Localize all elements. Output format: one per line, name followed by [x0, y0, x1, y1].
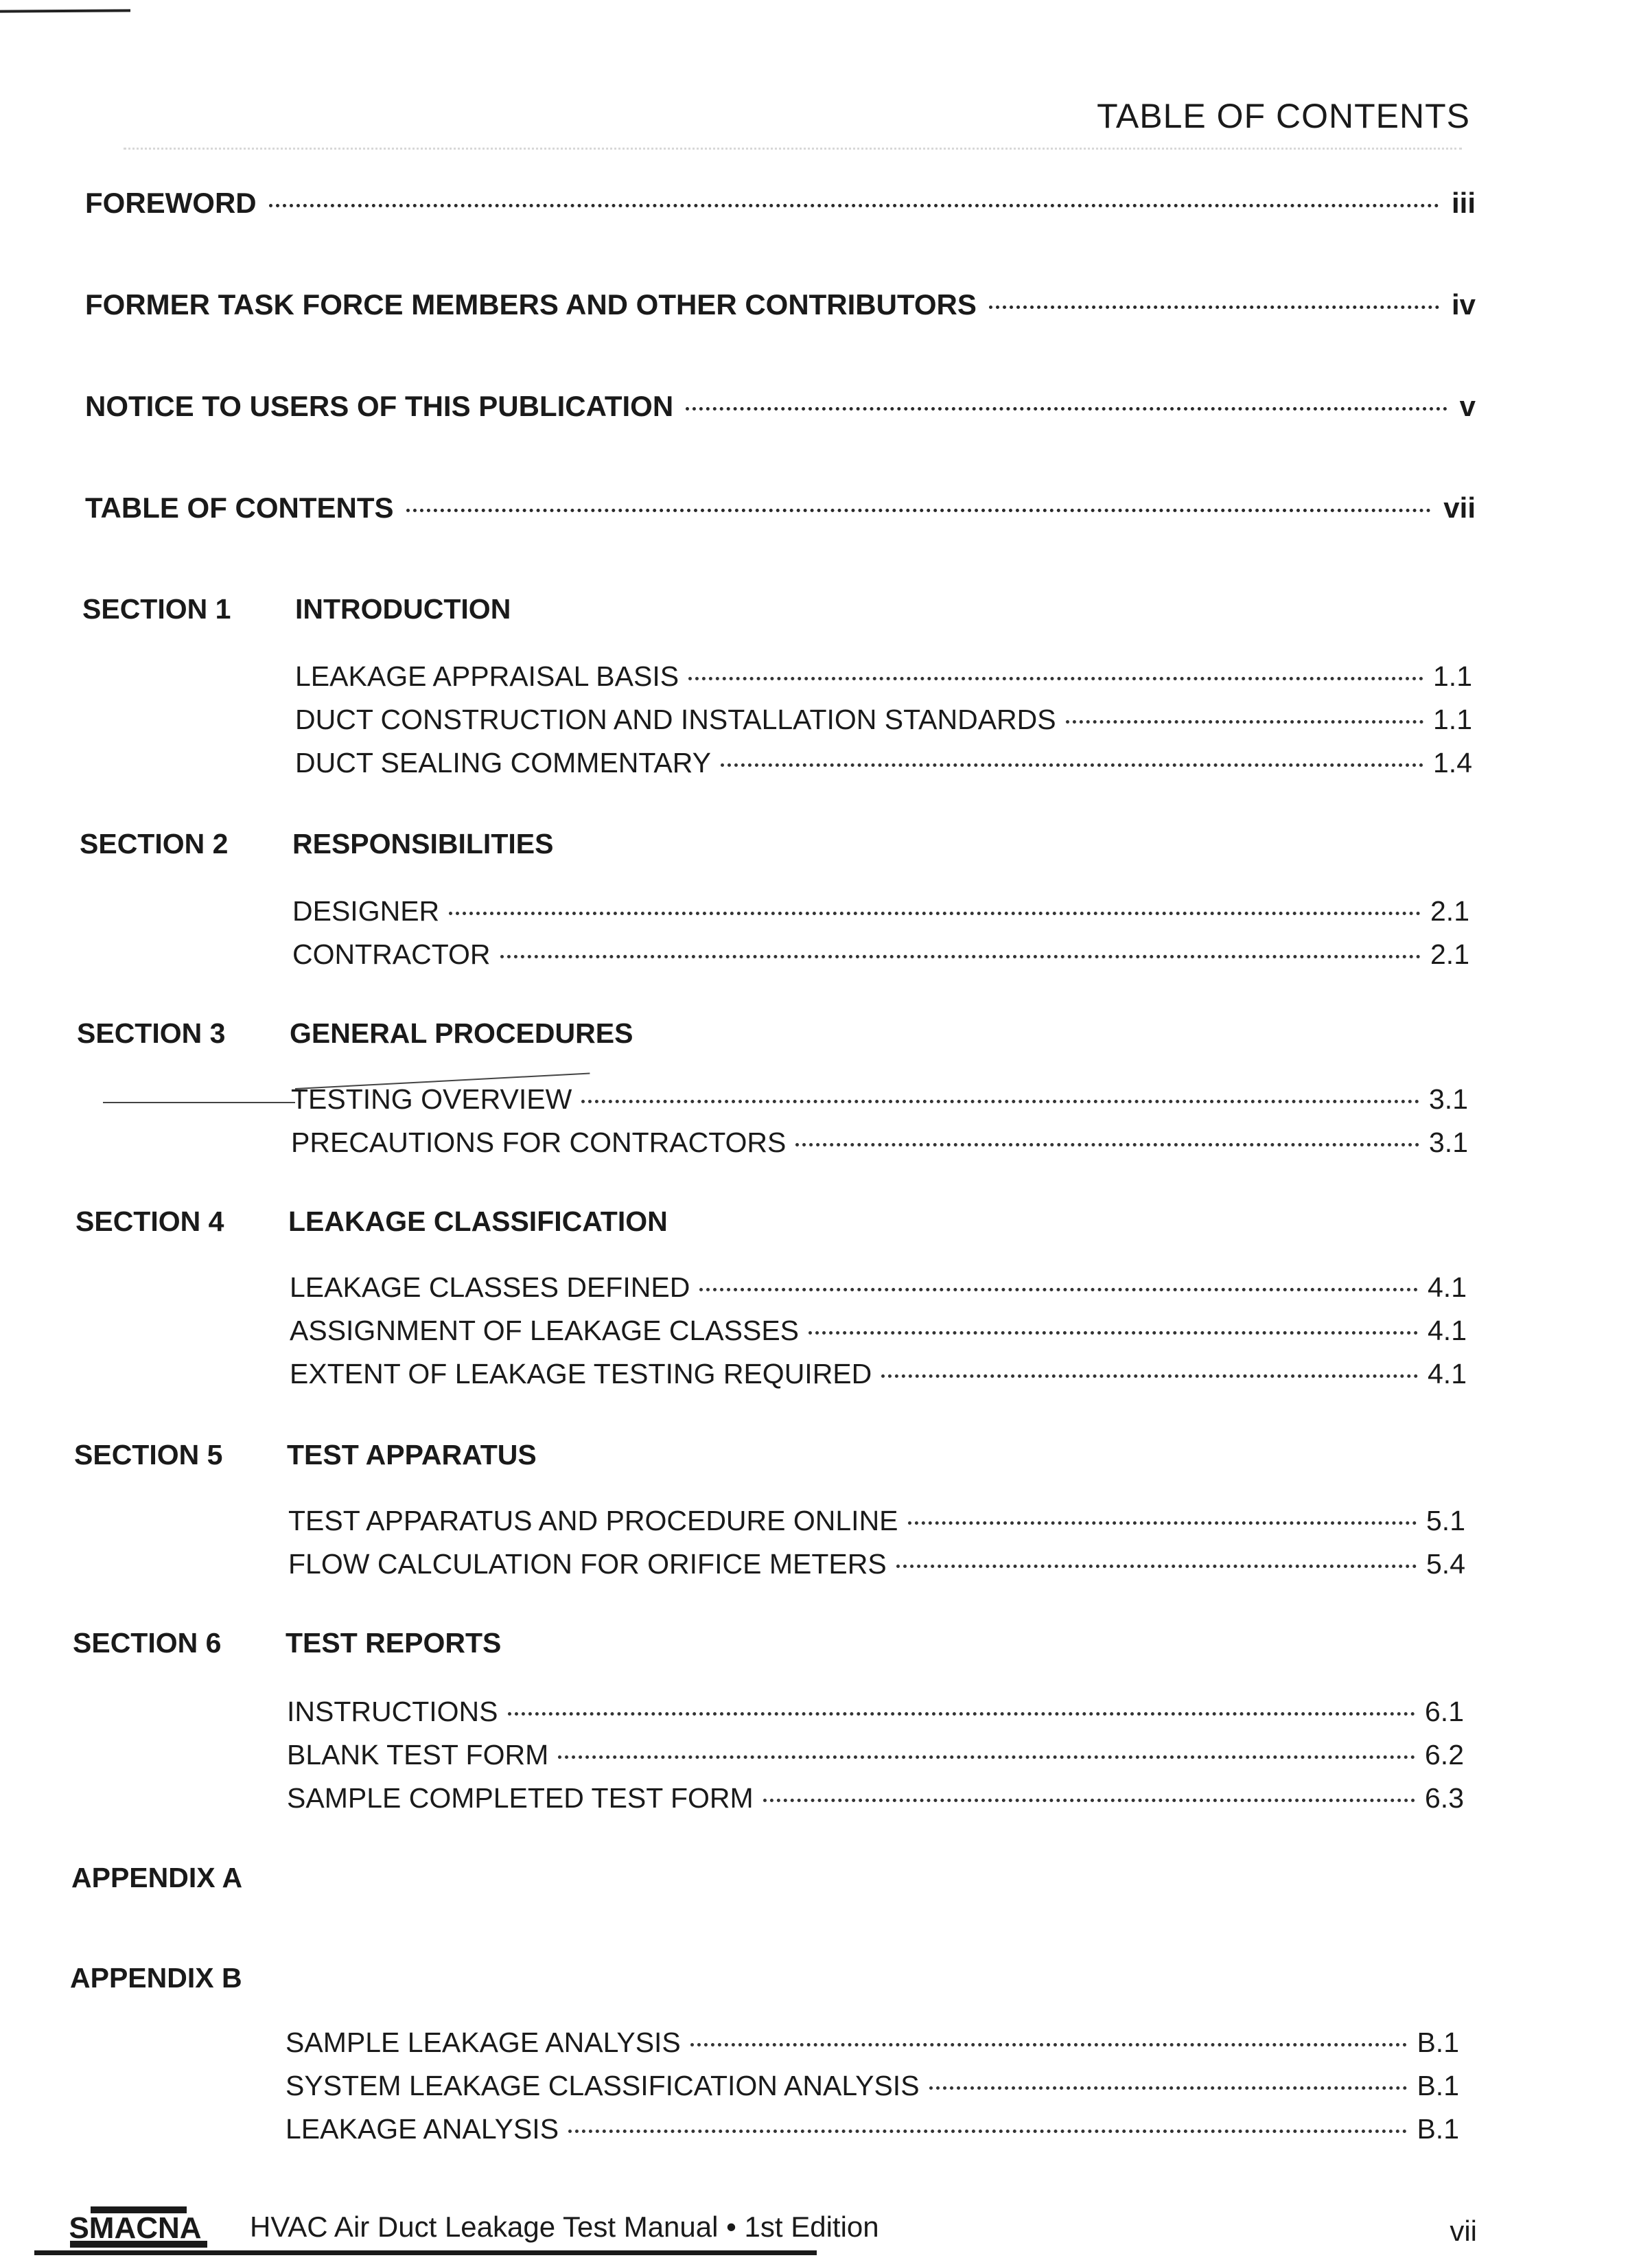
- toc-entry-page: 3.1: [1429, 1127, 1468, 1158]
- section-1-heading: [82, 593, 511, 625]
- toc-subentry[interactable]: [291, 1127, 1468, 1159]
- dot-leader: [1066, 720, 1423, 724]
- toc-entry-label: DESIGNER: [292, 895, 440, 927]
- toc-subentry[interactable]: [288, 1548, 1465, 1580]
- toc-entry-page: 4.1: [1428, 1315, 1467, 1346]
- section-title: TEST APPARATUS: [287, 1439, 537, 1471]
- toc-entry-page: iii: [1451, 187, 1476, 219]
- section-title: TEST REPORTS: [286, 1627, 502, 1659]
- toc-entry-label: PRECAUTIONS FOR CONTRACTORS: [291, 1127, 787, 1158]
- toc-entry-page: 4.1: [1428, 1358, 1467, 1390]
- section-number: SECTION 5: [74, 1439, 223, 1471]
- dot-leader: [908, 1521, 1417, 1525]
- toc-subentry[interactable]: [286, 2027, 1459, 2059]
- section-6-heading: [73, 1627, 501, 1659]
- toc-entry-label: DUCT SEALING COMMENTARY: [295, 747, 711, 779]
- toc-subentry[interactable]: [295, 704, 1472, 736]
- toc-entry-page: 4.1: [1428, 1271, 1467, 1303]
- toc-entry-label: SAMPLE COMPLETED TEST FORM: [287, 1782, 754, 1814]
- toc-entry-page: 1.1: [1433, 704, 1472, 735]
- dot-leader: [269, 204, 1439, 207]
- toc-entry-label: TEST APPARATUS AND PROCEDURE ONLINE: [288, 1505, 898, 1536]
- dot-leader: [581, 1100, 1419, 1103]
- toc-entry-page: 3.1: [1429, 1083, 1468, 1115]
- toc-entry-notice[interactable]: [85, 390, 1476, 423]
- dot-leader: [721, 763, 1423, 767]
- appendix-a-heading: APPENDIX A: [71, 1862, 243, 1893]
- toc-subentry[interactable]: [290, 1315, 1467, 1347]
- dot-leader: [688, 677, 1423, 680]
- toc-entry-page: iv: [1451, 288, 1476, 321]
- toc-entry-label: LEAKAGE ANALYSIS: [286, 2113, 559, 2145]
- dot-leader: [568, 2130, 1407, 2133]
- toc-entry-task-force[interactable]: [85, 288, 1476, 321]
- toc-entry-foreword[interactable]: [85, 187, 1476, 220]
- dot-leader: [763, 1799, 1415, 1802]
- dot-leader: [896, 1565, 1417, 1568]
- toc-subentry[interactable]: [286, 2113, 1459, 2145]
- toc-entry-table-of-contents[interactable]: [85, 492, 1476, 524]
- section-4-heading: [75, 1206, 668, 1238]
- page-footer: [43, 2205, 1477, 2253]
- footer-rule: [34, 2250, 817, 2255]
- dot-leader: [508, 1712, 1416, 1716]
- footer-page-number: vii: [1450, 2215, 1477, 2247]
- toc-entry-label: NOTICE TO USERS OF THIS PUBLICATION: [85, 390, 674, 422]
- section-number: SECTION 3: [77, 1017, 226, 1049]
- toc-entry-label: LEAKAGE CLASSES DEFINED: [290, 1271, 690, 1303]
- toc-entry-page: 5.4: [1426, 1548, 1465, 1580]
- toc-subentry[interactable]: [288, 1505, 1465, 1537]
- toc-subentry[interactable]: [295, 747, 1472, 779]
- toc-entry-page: B.1: [1417, 2027, 1459, 2058]
- section-2-heading: [80, 828, 553, 860]
- section-title: GENERAL PROCEDURES: [290, 1017, 633, 1049]
- toc-entry-label: SYSTEM LEAKAGE CLASSIFICATION ANALYSIS: [286, 2070, 920, 2101]
- toc-entry-label: LEAKAGE APPRAISAL BASIS: [295, 660, 679, 692]
- section-5-heading: [74, 1439, 537, 1471]
- toc-subentry[interactable]: [290, 1358, 1467, 1390]
- dot-leader: [795, 1143, 1419, 1146]
- smacna-logo: [43, 2205, 228, 2250]
- toc-entry-label: DUCT CONSTRUCTION AND INSTALLATION STANDARDS: [295, 704, 1056, 735]
- toc-entry-page: 5.1: [1426, 1505, 1465, 1536]
- toc-entry-page: 2.1: [1430, 895, 1469, 927]
- logo-text: SMACNA: [69, 2211, 202, 2245]
- section-number: SECTION 2: [80, 828, 229, 860]
- dot-leader: [690, 2043, 1408, 2046]
- toc-entry-page: B.1: [1417, 2113, 1459, 2145]
- dot-leader: [686, 407, 1447, 411]
- toc-subentry[interactable]: [287, 1782, 1464, 1814]
- toc-entry-page: 1.1: [1433, 660, 1472, 692]
- toc-subentry[interactable]: [286, 2070, 1459, 2102]
- toc-subentry[interactable]: [292, 895, 1469, 927]
- dot-leader: [699, 1288, 1418, 1291]
- toc-entry-label: CONTRACTOR: [292, 938, 491, 970]
- toc-entry-label: EXTENT OF LEAKAGE TESTING REQUIRED: [290, 1358, 872, 1390]
- appendix-b-heading: APPENDIX B: [70, 1962, 242, 1994]
- toc-entry-label: FLOW CALCULATION FOR ORIFICE METERS: [288, 1548, 887, 1580]
- section-number: SECTION 1: [82, 593, 231, 625]
- toc-entry-label: INSTRUCTIONS: [287, 1696, 498, 1727]
- toc-subentry[interactable]: [291, 1083, 1468, 1116]
- scan-pen-mark: [103, 1102, 295, 1103]
- dot-leader: [808, 1331, 1418, 1335]
- toc-entry-label: FORMER TASK FORCE MEMBERS AND OTHER CONTRIBUTORS: [85, 288, 977, 321]
- section-number: SECTION 6: [73, 1627, 222, 1659]
- toc-entry-label: FOREWORD: [85, 187, 257, 219]
- section-title: INTRODUCTION: [295, 593, 511, 625]
- toc-subentry[interactable]: [292, 938, 1469, 971]
- toc-entry-label: TESTING OVERVIEW: [291, 1083, 572, 1115]
- dot-leader: [406, 509, 1432, 512]
- toc-subentry[interactable]: [287, 1696, 1464, 1728]
- toc-entry-label: SAMPLE LEAKAGE ANALYSIS: [286, 2027, 681, 2058]
- toc-entry-page: 6.1: [1425, 1696, 1464, 1727]
- toc-entry-page: v: [1459, 390, 1476, 422]
- scan-corner-mark: [0, 9, 130, 12]
- toc-subentry[interactable]: [295, 660, 1472, 693]
- section-number: SECTION 4: [75, 1206, 224, 1237]
- dot-leader: [989, 305, 1439, 309]
- toc-subentry[interactable]: [290, 1271, 1467, 1304]
- dot-leader: [449, 912, 1421, 915]
- page-title: TABLE OF CONTENTS: [1097, 97, 1470, 135]
- section-title: LEAKAGE CLASSIFICATION: [288, 1206, 668, 1237]
- toc-entry-page: 6.2: [1425, 1739, 1464, 1771]
- title-dotted-rule: [124, 148, 1462, 152]
- toc-entry-page: vii: [1443, 492, 1476, 524]
- toc-entry-page: B.1: [1417, 2070, 1459, 2101]
- dot-leader: [558, 1755, 1415, 1759]
- dot-leader: [881, 1374, 1418, 1378]
- section-title: RESPONSIBILITIES: [292, 828, 554, 860]
- toc-entry-page: 1.4: [1433, 747, 1472, 779]
- manual-title: HVAC Air Duct Leakage Test Manual • 1st Edition: [250, 2211, 879, 2243]
- section-3-heading: [77, 1017, 633, 1050]
- toc-entry-label: BLANK TEST FORM: [287, 1739, 549, 1771]
- toc-entry-page: 6.3: [1425, 1782, 1464, 1814]
- dot-leader: [929, 2086, 1408, 2090]
- toc-entry-label: TABLE OF CONTENTS: [85, 492, 394, 524]
- toc-entry-label: ASSIGNMENT OF LEAKAGE CLASSES: [290, 1315, 800, 1346]
- dot-leader: [500, 955, 1421, 958]
- toc-subentry[interactable]: [287, 1739, 1464, 1771]
- toc-entry-page: 2.1: [1430, 938, 1469, 970]
